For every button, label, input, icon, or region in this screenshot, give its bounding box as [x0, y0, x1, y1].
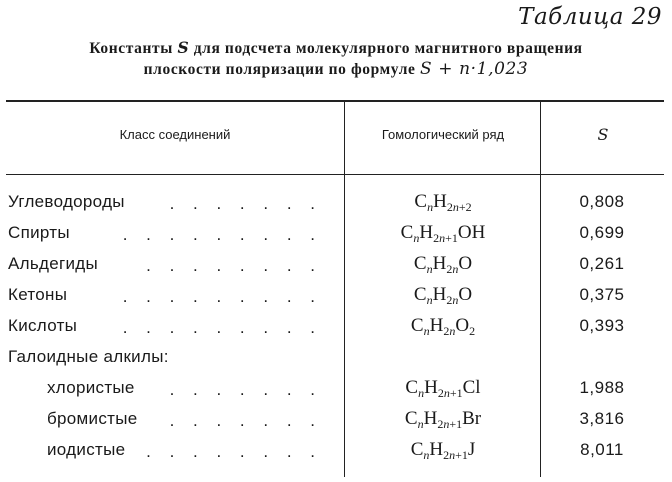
table-top-rule	[6, 100, 664, 102]
row-class-name: Альдегиды	[8, 254, 99, 273]
row-s-value: 1,988	[579, 378, 625, 397]
table-row	[0, 310, 672, 341]
table-row	[0, 217, 672, 248]
row-s-value: 0,261	[579, 254, 625, 273]
table-caption	[0, 38, 672, 80]
row-class-name: Кетоны	[8, 285, 68, 304]
caption-line-2	[0, 59, 672, 80]
table-row	[0, 279, 672, 310]
row-s-value: 0,393	[579, 316, 625, 335]
row-homologous-formula: $C_nH_{2n}O$	[413, 253, 473, 276]
table-header-rule	[6, 174, 664, 175]
row-homologous-formula: $C_nH_{2n+2}$	[414, 191, 472, 214]
table-row	[0, 372, 672, 403]
row-s-value	[540, 341, 664, 372]
table-row	[0, 186, 672, 217]
row-leader-dots: . . . . . . . .	[146, 442, 322, 461]
row-homologous-formula: $C_nH_{2n}O$	[413, 284, 473, 307]
table-row	[0, 403, 672, 434]
row-leader-dots: . . . . . . .	[169, 194, 322, 213]
row-s-value: 0,375	[579, 285, 625, 304]
row-homologous-formula: $C_nH_{2n+1}Cl$	[405, 377, 481, 400]
table-row	[0, 248, 672, 279]
row-leader-dots: . . . . . . . .	[146, 256, 322, 275]
row-s-value: 0,699	[579, 223, 625, 242]
caption-symbol: S	[177, 38, 190, 57]
caption-line-1	[0, 38, 672, 59]
row-leader-dots: . . . . . . .	[169, 380, 322, 399]
header-class: Класс соединений	[119, 126, 231, 142]
header-series: Гомологический ряд	[381, 126, 505, 142]
row-class-name: Кислоты	[8, 316, 78, 335]
row-class-name: бромистые	[47, 409, 138, 428]
row-leader-dots: . . . . . . . . .	[122, 225, 322, 244]
table-number: Таблица 29	[518, 4, 662, 30]
row-homologous-formula: $C_nH_{2n+1}OH$	[400, 222, 486, 245]
caption-text-c: плоскости поляризации по формуле	[143, 61, 416, 78]
row-class-name: Спирты	[8, 223, 70, 242]
row-homologous-formula	[348, 341, 538, 372]
row-homologous-formula: $C_nH_{2n}O_2$	[410, 315, 476, 338]
row-leader-dots: . . . . . . .	[169, 411, 322, 430]
row-homologous-formula: $C_nH_{2n+1}Br$	[404, 408, 482, 431]
caption-text-a: Константы	[89, 40, 173, 57]
row-s-value: 3,816	[579, 409, 625, 428]
row-s-value: 0,808	[579, 192, 625, 211]
row-s-value: 8,011	[580, 440, 624, 459]
row-homologous-formula: $C_nH_{2n+1}J$	[410, 439, 476, 462]
caption-formula: S + n·1,023	[420, 59, 529, 79]
row-leader-dots: . . . . . . . . .	[122, 287, 322, 306]
row-class-name: иодистые	[47, 440, 126, 459]
table-row	[0, 434, 672, 465]
table-row	[0, 341, 672, 372]
row-class-name: Углеводороды	[8, 192, 125, 211]
row-class-name: хлористые	[47, 378, 135, 397]
row-class-name: Галоидные алкилы:	[8, 347, 169, 366]
caption-text-b: для подсчета молекулярного магнитного вращения	[193, 40, 583, 57]
header-s: S	[597, 124, 609, 144]
row-leader-dots: . . . . . . . . .	[122, 318, 322, 337]
